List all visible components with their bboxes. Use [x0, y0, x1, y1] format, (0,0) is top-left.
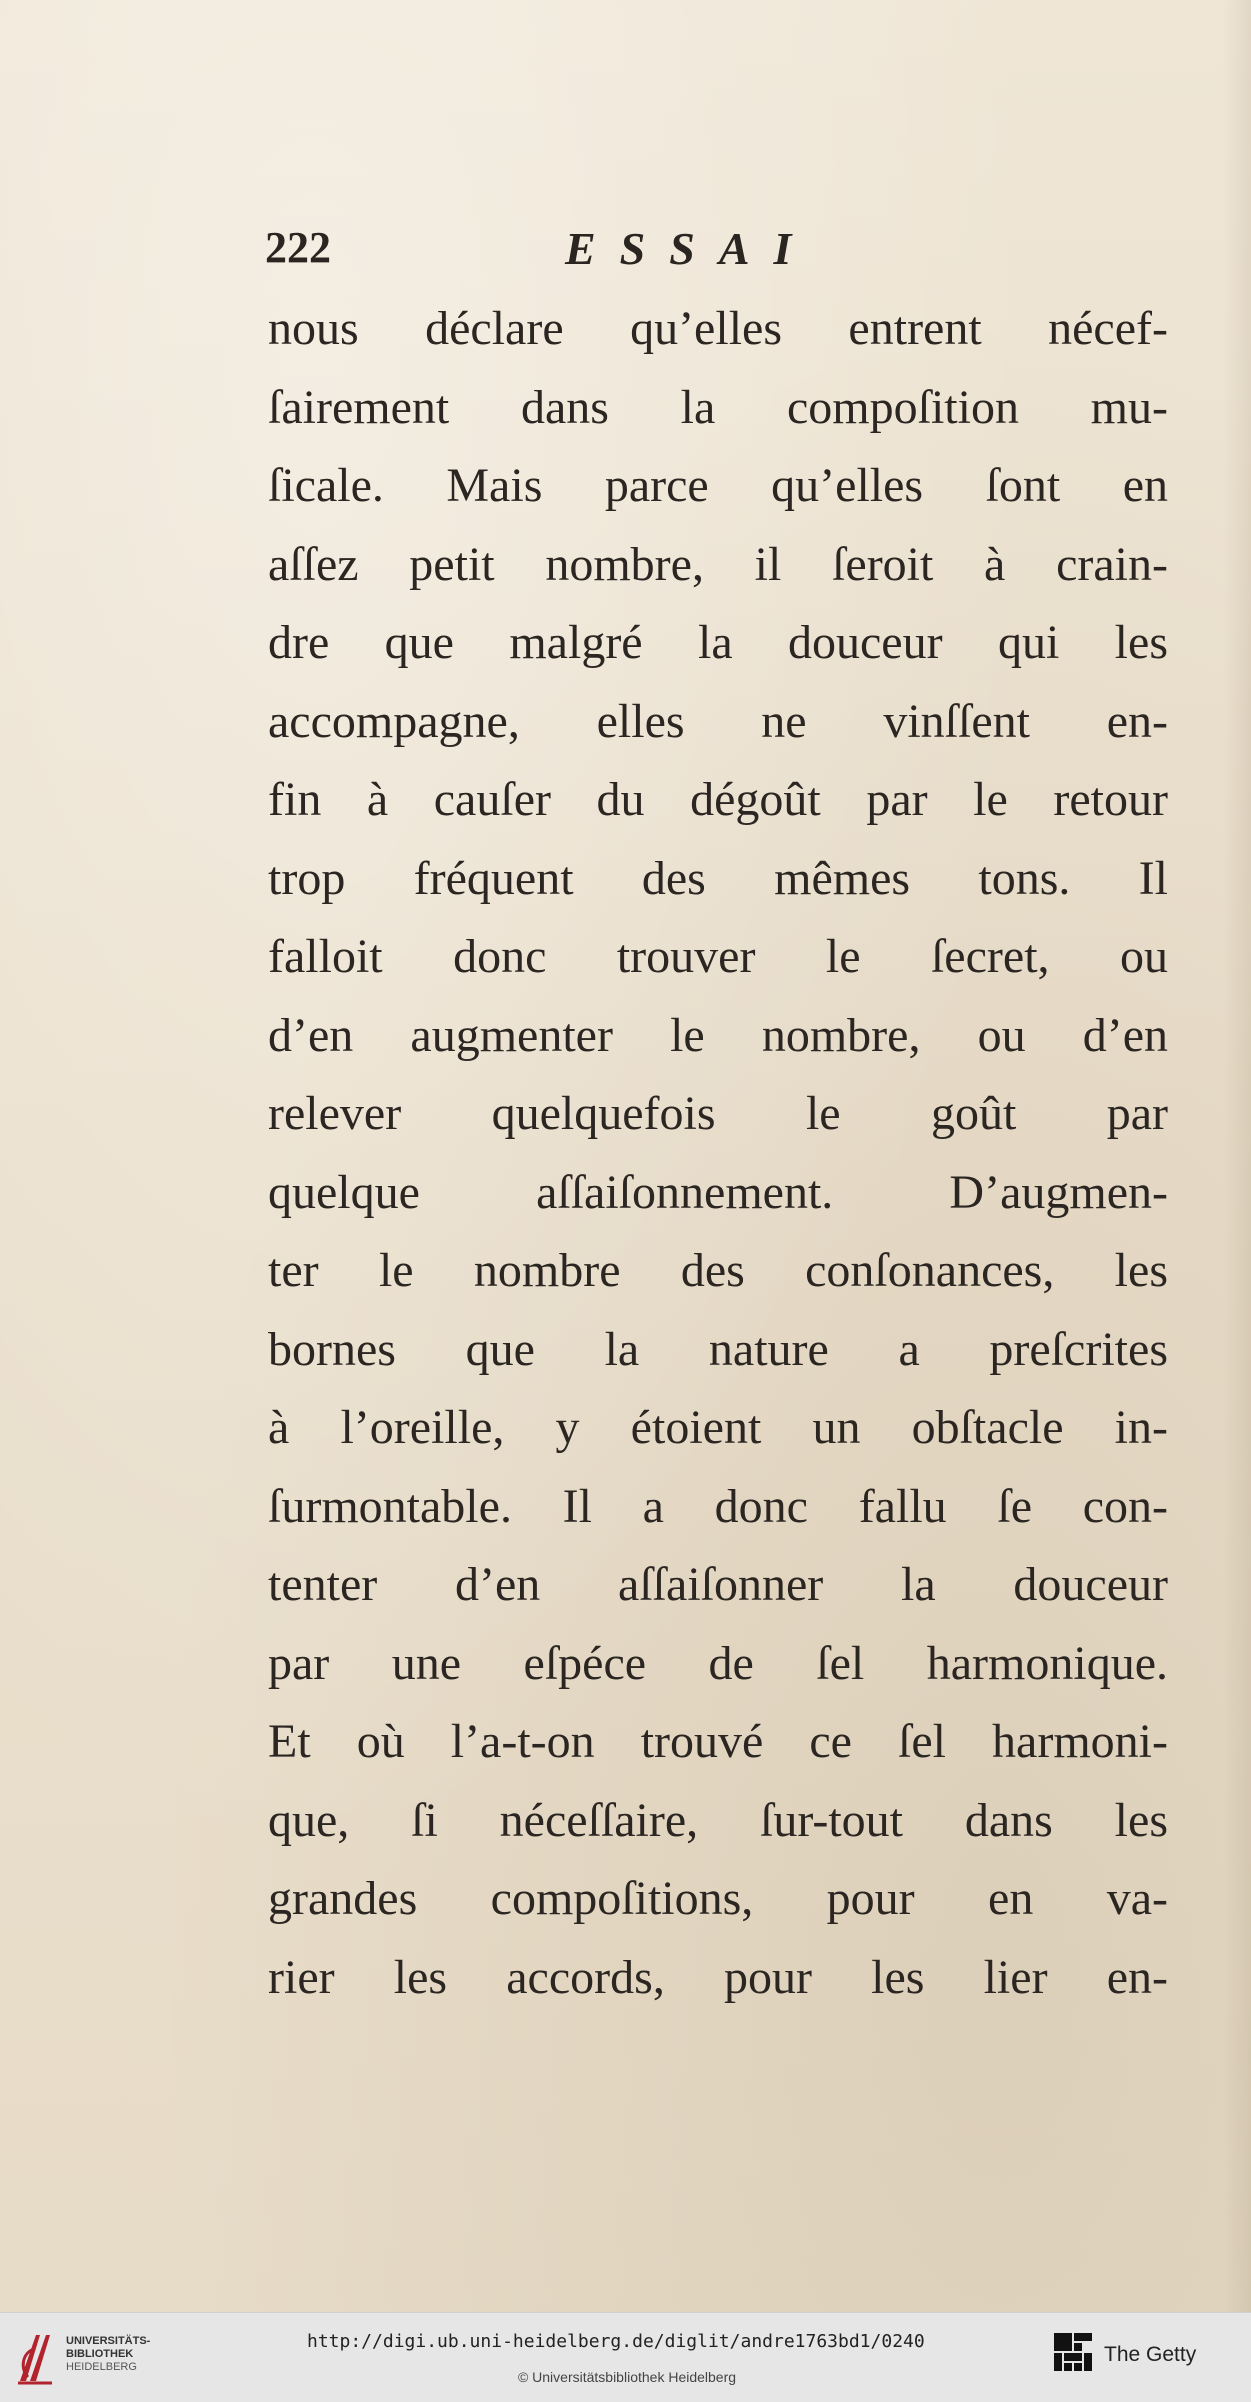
text-line: grandes compoſitions, pour en va- — [268, 1872, 1168, 1925]
partner-name: The Getty — [1104, 2343, 1197, 2366]
text-line: ſairement dans la compoſition mu- — [268, 380, 1168, 434]
text-line: bornes que la nature a preſcrites — [268, 1322, 1168, 1376]
institution-line-1: UNIVERSITÄTS- — [66, 2335, 151, 2347]
copyright-notice: © Universitätsbibliothek Heidelberg — [517, 2369, 737, 2385]
page-number: 222 — [265, 223, 331, 272]
university-logo-icon — [14, 2329, 56, 2387]
text-line: à l’oreille, y étoient un obſtacle in- — [268, 1401, 1168, 1454]
text-line: que, ſi néceſſaire, ſur-tout dans les — [268, 1793, 1168, 1847]
text-line: ſicale. Mais parce qu’elles ſont en — [268, 459, 1168, 512]
institution-name — [66, 2335, 150, 2374]
viewer-footer — [0, 2312, 1251, 2402]
body-text — [268, 290, 1168, 2017]
text-line: aſſez petit nombre, il ſeroit à crain- — [268, 537, 1168, 591]
text-line: Et où l’a-t-on trouvé ce ſel harmoni- — [268, 1715, 1168, 1768]
running-head: ESSAI — [565, 223, 816, 274]
page-header — [265, 222, 1165, 282]
text-line: fin à cauſer du dégoût par le retour — [268, 773, 1168, 826]
text-line: ter le nombre des conſonances, les — [268, 1244, 1168, 1297]
text-line: falloit donc trouver le ſecret, ou — [268, 930, 1168, 983]
text-line: rier les accords, pour les lier en- — [268, 1950, 1168, 2004]
page-edge-shadow — [1223, 0, 1251, 2312]
text-line: d’en augmenter le nombre, ou d’en — [268, 1008, 1168, 1062]
text-line: par une eſpéce de ſel harmonique. — [268, 1636, 1168, 1690]
text-line: quelque aſſaiſonnement. D’augmen- — [268, 1165, 1168, 1219]
institution-line-3: HEIDELBERG — [66, 2361, 137, 2373]
text-line: tenter d’en aſſaiſonner la douceur — [268, 1558, 1168, 1611]
getty-logo-icon — [1052, 2331, 1096, 2383]
text-line: relever quelquefois le goût par — [268, 1087, 1168, 1140]
text-line: dre que malgré la douceur qui les — [268, 616, 1168, 669]
text-line: ſurmontable. Il a donc fallu ſe con- — [268, 1479, 1168, 1533]
text-line: accompagne, elles ne vinſſent en- — [268, 694, 1168, 748]
text-line: nous déclare qu’elles entrent nécef- — [268, 302, 1168, 355]
permalink-url[interactable]: http://digi.ub.uni-heidelberg.de/diglit/andre1763bd1/0240 — [307, 2331, 925, 2352]
institution-line-2: BIBLIOTHEK — [66, 2348, 134, 2360]
text-line: trop fréquent des mêmes tons. Il — [268, 851, 1168, 905]
